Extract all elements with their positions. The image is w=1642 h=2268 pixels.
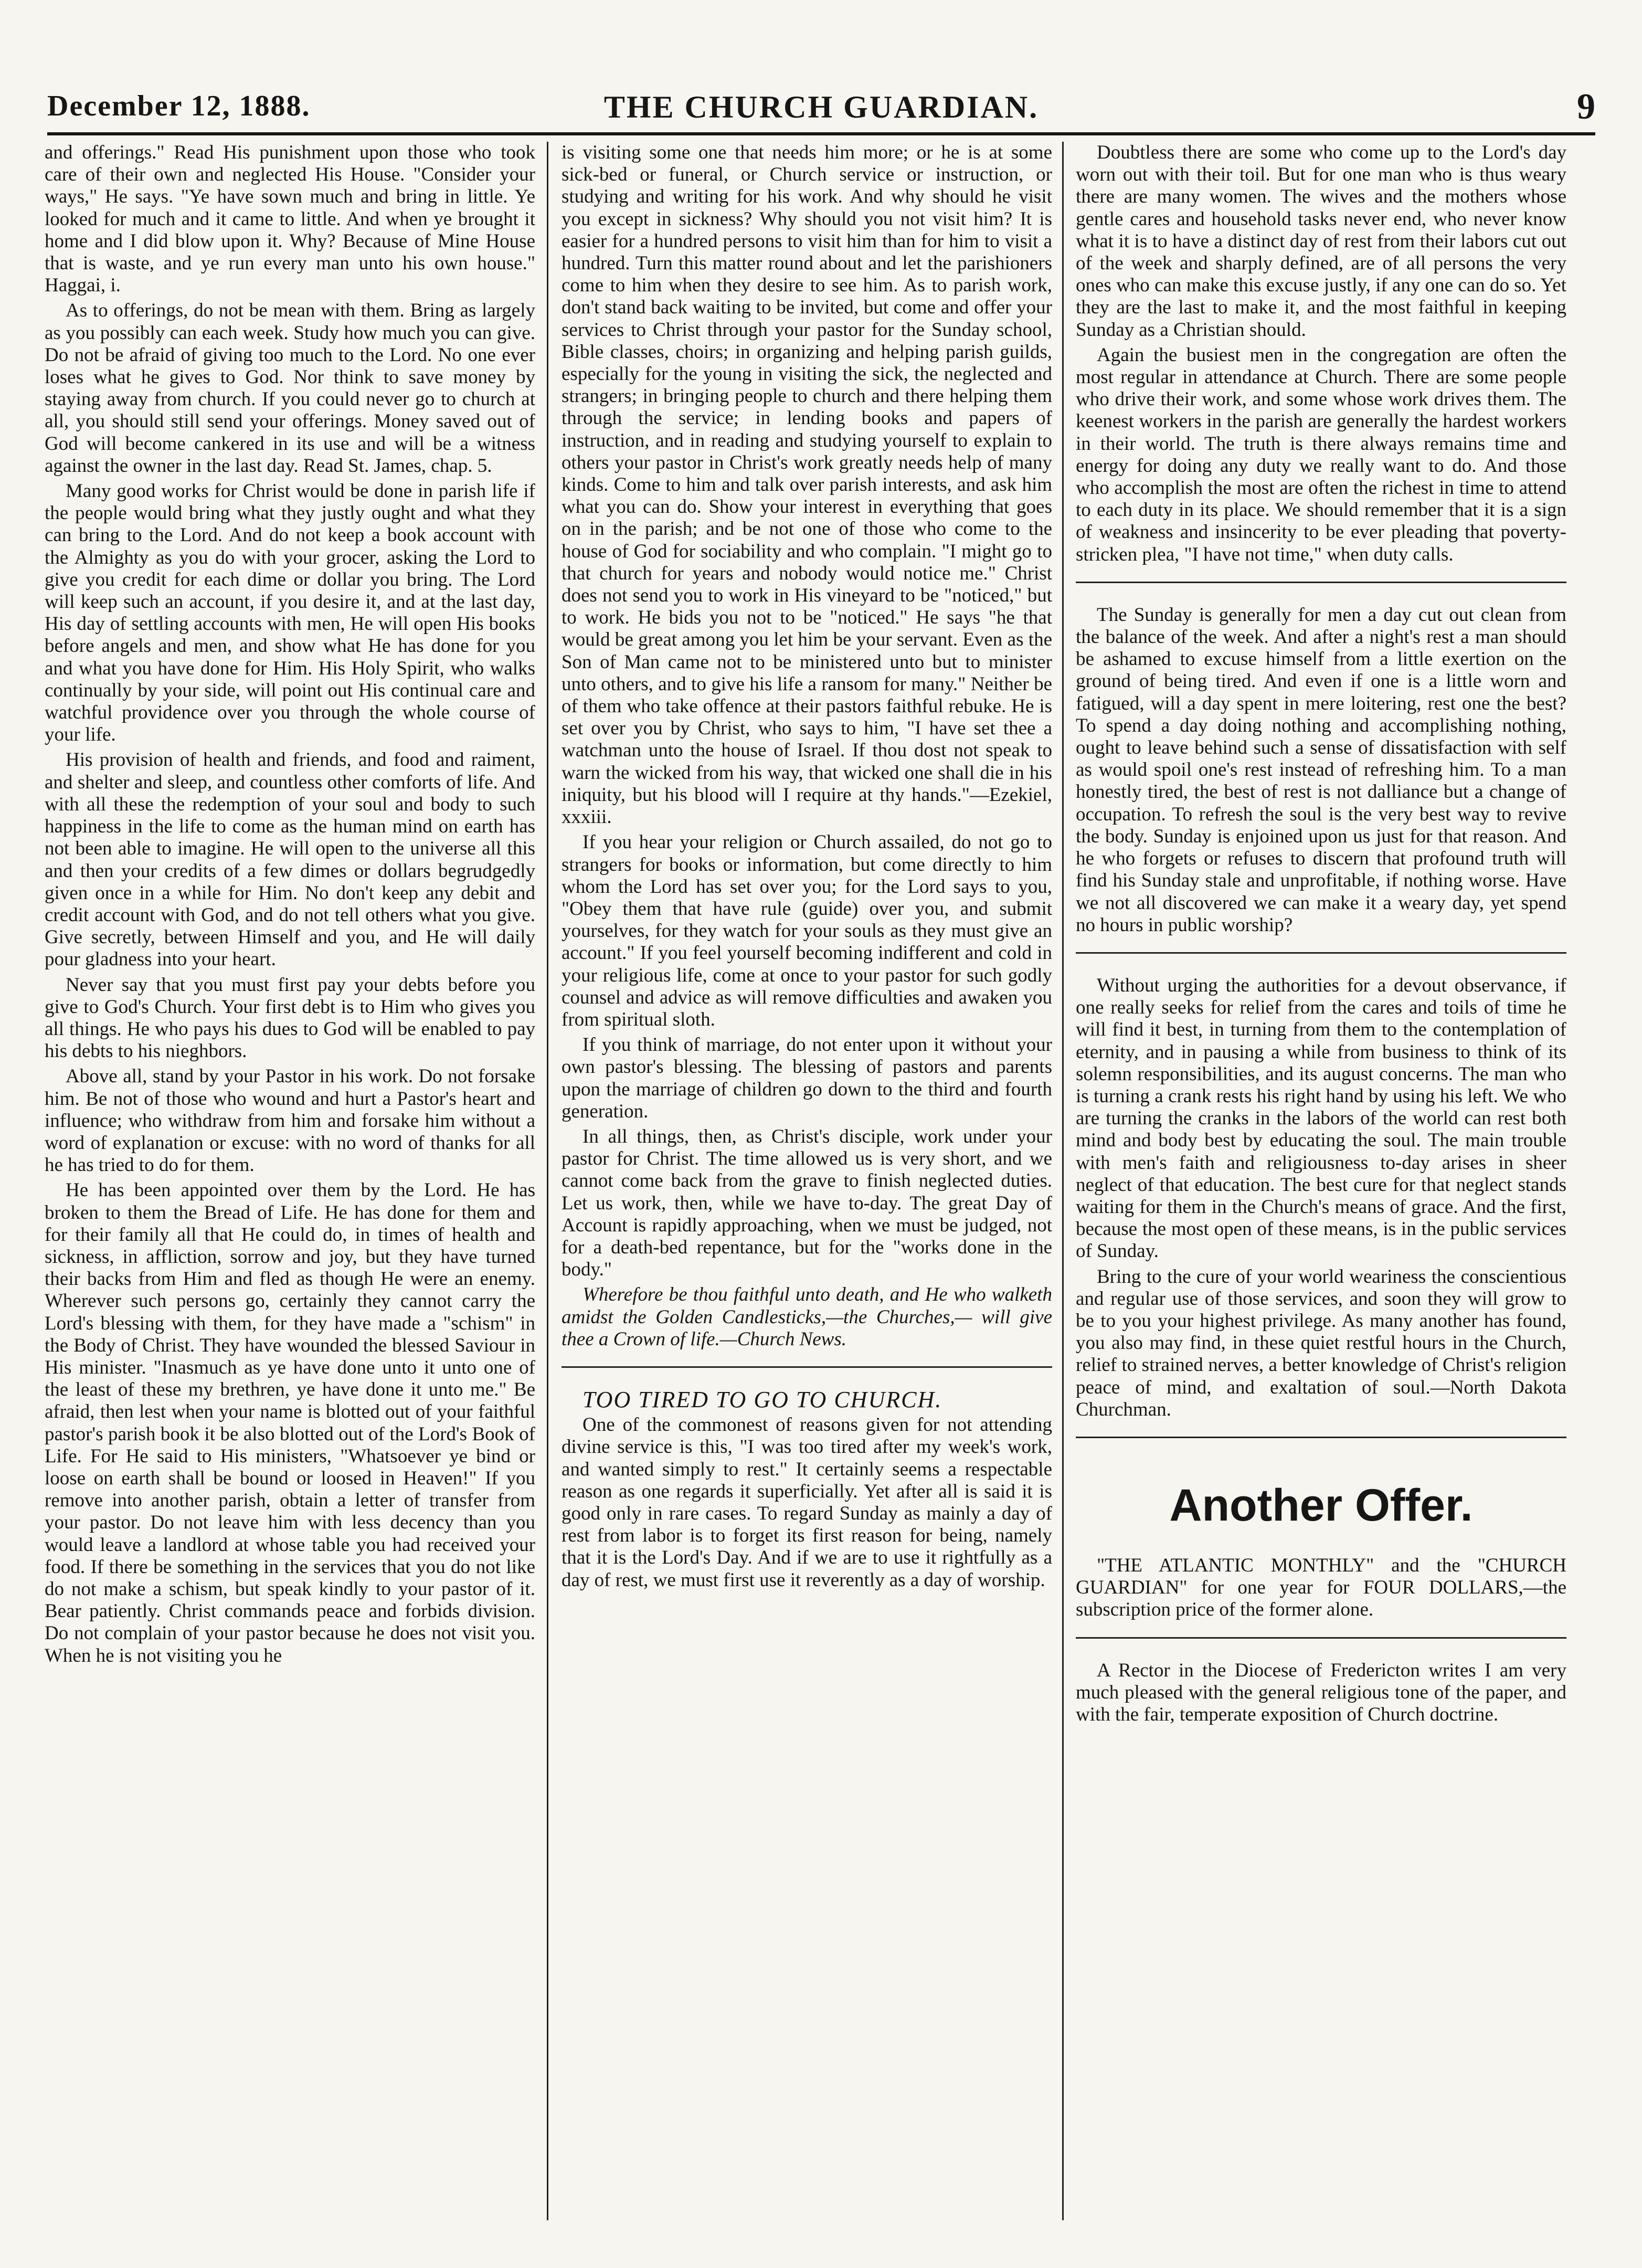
masthead: THE CHURCH GUARDIAN.: [603, 90, 1039, 124]
paragraph: Doubtless there are some who come up to the Lord's day worn out with their toil. But for one man who is thus weary there are many women. The wives and the mothers whose gentle cares and household tasks never end, who never know what it is to have a distinct day of rest from their labors cut out of the week and sharply defined, are of all persons the very ones who can make this excuse justly, if any one can do so. Yet they are the last to make it, and the most faithful in keeping Sunday as a Christian should.: [1076, 142, 1566, 341]
paragraph: In all things, then, as Christ's disciple, work under your pastor for Christ. The time allowed us is very short, and we cannot come back from the grave to finish neglected duties. Let us work, then, while we have to-day. The great Day of Account is rapidly approaching, when we must be judged, not for a death-bed repentance, but for the "works done in the body.": [562, 1125, 1052, 1281]
paragraph: Again the busiest men in the congregation are often the most regular in attendance at Church. There are some people who drive their work, and some whose work drives them. The keenest workers in the parish are generally the hardest workers in their world. The truth is there always remains time and energy for doing any duty we really want to do. And those who accomplish the most are often the richest in time to attend to each duty in its place. We should remember that it is a sign of weakness and insincerity to be ever pleading that poverty-stricken plea, "I have not time," when duty calls.: [1076, 344, 1566, 565]
paragraph: Wherefore be thou faithful unto death, and He who walketh amidst the Golden Candlesticks,—the Churches,— will give thee a Crown of life.—Church News.: [562, 1284, 1052, 1350]
paragraph: As to offerings, do not be mean with them. Bring as largely as you possibly can each week. Study how much you can give. Do not be afraid of giving too much to the Lord. No one ever loses what he gives to God. Nor think to save money by staying away from church. If you could never go to church at all, you should still send your offerings. Money saved out of God will become cankered in its use and will be a witness against the owner in the last day. Read St. James, chap. 5.: [45, 300, 535, 477]
paragraph: and offerings." Read His punishment upon those who took care of their own and neglected His House. "Consider your ways," He says. "Ye have sown much and bring in little. Ye looked for much and it came to little. And when ye brought it home and I did blow upon it. Why? Because of Mine House that is waste, and ye run every man unto his own house." Haggai, i.: [45, 142, 535, 297]
paragraph: If you hear your religion or Church assailed, do not go to strangers for books or information, but come directly to him whom the Lord has set over you; for the Lord says to you, "Obey them that have rule (guide) over you, and submit yourselves, for they watch for your souls as they must give an account." If you feel yourself becoming indifferent and cold in your religious life, come at once to your pastor for such godly counsel and advice as will remove difficulties and awaken you from spiritual sloth.: [562, 831, 1052, 1030]
testimonial: A Rector in the Diocese of Fredericton writes I am very much pleased with the general religious tone of the paper, and with the fair, temperate exposition of Church doctrine.: [1076, 1659, 1566, 1725]
offer-text: "THE ATLANTIC MONTHLY" and the "CHURCH GUARDIAN" for one year for FOUR DOLLARS,—the subscription price of the former alone.: [1076, 1554, 1566, 1621]
paragraph: Never say that you must first pay your debts before you give to God's Church. Your first debt is to Him who gives you all things. He who pays his dues to God will be enabled to pay his debts to his nieghbors.: [45, 974, 535, 1062]
column-divider: [547, 142, 548, 2220]
section-rule: [1076, 952, 1566, 954]
issue-date: December 12, 1888.: [47, 90, 311, 122]
offer-title: Another Offer.: [1169, 1480, 1473, 1531]
section-title: TOO TIRED TO GO TO CHURCH.: [582, 1386, 942, 1412]
section-rule: [562, 1366, 1052, 1368]
paragraph: One of the commonest of reasons given for not attending divine service is this, "I was too tired after my week's work, and wanted simply to rest." It certainly seems a respectable reason as one regards it superficially. Yet after all is said it is good only in rare cases. To regard Sunday as mainly a day of rest from labor is to forget its first reason for being, namely that it is the Lord's Day. And if we are to use it rightfully as a day of rest, we must first use it reverently as a day of worship.: [562, 1414, 1052, 1591]
paragraph: Above all, stand by your Pastor in his work. Do not forsake him. Be not of those who wound and hurt a Pastor's heart and influence; who withdraw from him and forsake him without a word of explanation or excuse: with no word of thanks for all he has tried to do for them.: [45, 1066, 535, 1176]
paragraph: Bring to the cure of your world weariness the conscientious and regular use of those services, and soon they will grow to be to you your highest privilege. As many another has found, you also may find, in these quiet restful hours in the Church, relief to strained nerves, a better knowledge of Christ's religion peace of mind, and exaltation of soul.—North Dakota Churchman.: [1076, 1265, 1566, 1420]
section-rule: [1076, 582, 1566, 583]
column-divider: [1062, 142, 1064, 2220]
section-rule: [1076, 1437, 1566, 1438]
column-1: [45, 142, 535, 2267]
paragraph: He has been appointed over them by the Lord. He has broken to them the Bread of Life. He has done for them and for their family all that He could do, in times of health and sickness, in affliction, sorrow and joy, but they have turned their backs from Him and fled as though He were an enemy. Wherever such persons go, certainly they cannot carry the Lord's blessing with them, for they have made a "schism" in the Body of Christ. They have wounded the blessed Saviour in His minister. "Inasmuch as ye have done unto it unto one of the least of these my brethren, ye have done it unto me." Be afraid, then lest when your name is blotted out of your faithful pastor's parish book it be also blotted out of the Lord's Book of Life. For He said to His ministers, "Whatsoever ye bind or loose on earth shall be bound or loosed in Heaven!" If you remove into another parish, obtain a letter of transfer from your pastor. Do not leave him with less decency than you would leave a landlord at whose table you had received your food. If there be something in the services that you do not like do not make a schism, but speak kindly to your pastor of it. Bear patiently. Christ commands peace and forbids division. Do not complain of your pastor because he does not visit you. When he is not visiting you he: [45, 1179, 535, 1666]
paragraph: If you think of marriage, do not enter upon it without your own pastor's blessing. The blessing of pastors and parents upon the marriage of children go down to the third and fourth generation.: [562, 1034, 1052, 1122]
column-2: [562, 142, 1052, 2204]
page-number: 9: [1577, 87, 1595, 127]
section-rule: [1076, 1637, 1566, 1639]
paragraph: The Sunday is generally for men a day cut out clean from the balance of the week. And after a night's rest a man should be ashamed to excuse himself from a little exertion on the ground of being tired. And even if one is a little worn and fatigued, will a day spent in mere loitering, rest one the best? To spend a day doing nothing and accomplishing nothing, ought to leave behind such a sense of dissatisfaction with self as would spoil one's rest instead of refreshing him. To a man honestly tired, the best of rest is not dalliance but a change of occupation. To refresh the soul is the very best way to revive the body. Sunday is enjoined upon us just for that reason. And he who forgets or refuses to discern that profound truth will find his Sunday stale and unprofitable, if nothing worse. Have we not all discovered we can make it a weary day, yet spend no hours in public worship?: [1076, 604, 1566, 936]
paragraph: Many good works for Christ would be done in parish life if the people would bring what they justly ought and what they can bring to the Lord. And do not keep a book account with the Almighty as you do with your grocer, asking the Lord to give you credit for each dime or dollar you bring. The Lord will keep such an account, if you desire it, and at the last day, His day of settling accounts with men, He will open His books before angels and men, and show what He has done for you and what you have done for Him. His Holy Spirit, who walks continually by your side, will point out His continual care and watchful providence over you through the whole course of your life.: [45, 480, 535, 746]
paragraph: His provision of health and friends, and food and raiment, and shelter and sleep, and countless other comforts of life. And with all these the redemption of your soul and body to such happiness in the life to come as the human mind on earth has not been able to imagine. He will open to the universe all this and then your credits of a few dimes or dollars begrudgedly given once in a while for Him. No don't keep any debit and credit account with God, and do not tell others what you give. Give secretly, between Himself and you, and He will daily pour gladness into your heart.: [45, 749, 535, 971]
header-rule: [47, 132, 1595, 135]
paragraph: Without urging the authorities for a devout observance, if one really seeks for relief from the cares and toils of time he will find it best, in turning from them to the contemplation of eternity, and in pausing a while from business to think of its solemn responsibilities, and its august concerns. The man who is turning a crank rests his right hand by using his left. We who are turning the cranks in the labors of the world can rest both mind and body best by educating the soul. The main trouble with men's faith and religiousness to-day arises in sheer neglect of that education. The best cure for that neglect stands waiting for them in the Church's means of grace. And the first, because the most open of these means, is in the public services of Sunday.: [1076, 974, 1566, 1262]
column-3: [1076, 142, 1566, 2204]
paragraph: is visiting some one that needs him more; or he is at some sick-bed or funeral, or Church service or instruction, or studying and writing for his work. And why should he visit you except in sickness? Why should you not visit him? It is easier for a hundred persons to visit him than for him to visit a hundred. Turn this matter round about and let the parishioners come to him when they desire to see him. As to parish work, don't stand back waiting to be invited, but come and offer your services to Christ through your pastor for the Sunday school, Bible classes, choirs; in organizing and helping parish guilds, especially for the young in visiting the sick, the neglected and strangers; in bringing people to church and there helping them through the service; in lending books and papers of instruction, and in reading and studying yourself to explain to others your pastor in Christ's work greatly needs help of many kinds. Come to him and talk over parish interests, and ask him what you can do. Show your interest in everything that goes on in the parish; and be not one of those who come to the house of God for sociability and who complain. "I might go to that church for years and nobody would notice me." Christ does not send you to work in His vineyard to be "noticed," but to work. He bids you not to be "noticed." He says "he that would be great among you let him be your servant. Even as the Son of Man came not to be ministered unto but to minister unto others, and to give his life a ransom for many." Neither be of them who take offence at their pastors faithful rebuke. He is set over you by Christ, who says to him, "I have set thee a watchman unto the house of Israel. If thou dost not speak to warn the wicked from his way, that wicked one shall die in his iniquity, but his blood will I require at thy hands."—Ezekiel, xxxiii.: [562, 142, 1052, 828]
